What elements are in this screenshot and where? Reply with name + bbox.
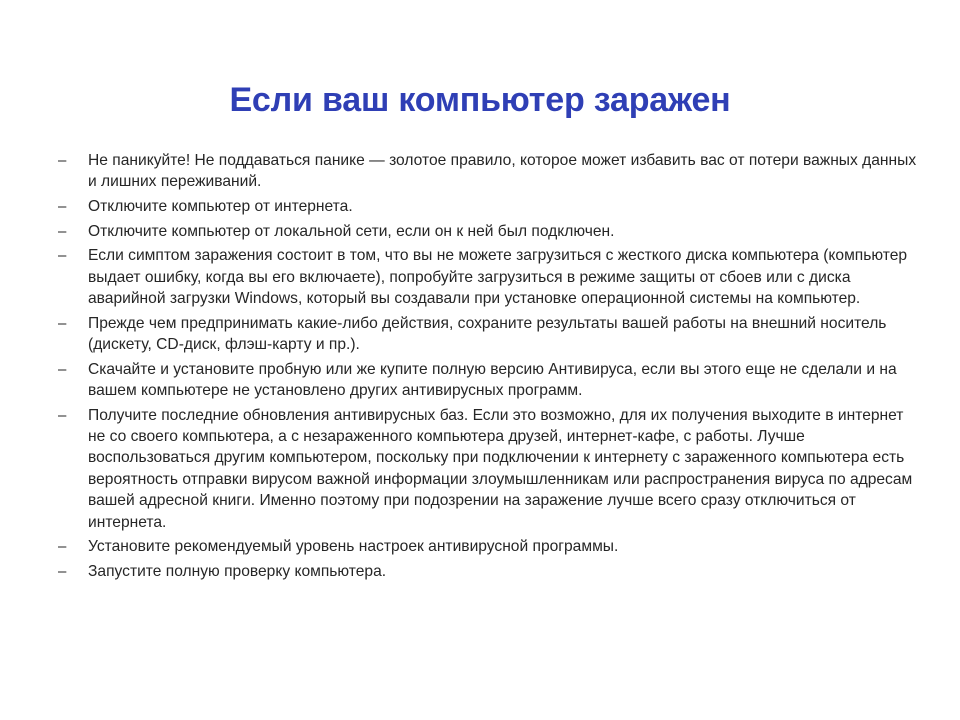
dash-bullet-icon: – [58, 198, 67, 215]
list-item-text: Запустите полную проверку компьютера. [88, 562, 387, 580]
list-item [58, 561, 918, 582]
dash-bullet-icon: – [58, 360, 67, 378]
dash-bullet-icon: – [58, 538, 67, 556]
list-item [58, 313, 918, 356]
list-item [58, 245, 918, 309]
dash-bullet-icon: – [58, 314, 67, 332]
list-item-text: Получите последние обновления антивирусных баз. Если это возможно, для их получения выходите в интернет не со своего компьютера, а с незараженного компьютера друзей, интернет-кафе, с работы. Лучше воспользоваться другим компьютером, поскольку при подключении к интернету с зараженного компьютера есть вероятность отправки вирусом важной информации злоумышленникам или распространения вируса по адресам вашей адресной книги. Именно поэтому при подозрении на заражение лучше всего сразу отключиться от интернета. [88, 406, 913, 531]
list-item [58, 405, 918, 533]
list-item [58, 359, 918, 402]
list-item-text: Отключите компьютер от интернета. [88, 198, 353, 215]
list-item-text: Не паникуйте! Не поддаваться панике — золотое правило, которое может избавить вас от потери важных данных и лишних переживаний. [88, 152, 917, 191]
list-item [58, 221, 918, 242]
slide-title: Если ваш компьютер заражен [229, 81, 731, 119]
dash-bullet-icon: – [58, 406, 67, 424]
list-item [58, 196, 918, 217]
list-item [58, 536, 918, 557]
list-item-text: Отключите компьютер от локальной сети, если он к ней был подключен. [88, 222, 615, 240]
list-item-text: Если симптом заражения состоит в том, что вы не можете загрузиться с жесткого диска компьютера (компьютер выдает ошибку, когда вы его включаете), попробуйте загрузиться в режиме защиты от сбоев или с диска аварийной загрузки Windows, который вы создавали при установке операционной системы на компьютер. [88, 247, 908, 307]
dash-bullet-icon: – [58, 152, 67, 169]
dash-bullet-icon: – [58, 247, 67, 265]
list-item-text: Скачайте и установите пробную или же купите полную версию Антивируса, если вы этого еще не сделали и на вашем компьютере не установлено других антивирусных программ. [88, 360, 897, 399]
dash-bullet-icon: – [58, 562, 67, 580]
list-item [58, 150, 918, 193]
list-item-text: Прежде чем предпринимать какие-либо действия, сохраните результаты вашей работы на внешний носитель (дискету, CD-диск, флэш-карту и пр.). [88, 314, 887, 353]
bullet-list [58, 150, 918, 585]
list-item-text: Установите рекомендуемый уровень настроек антивирусной программы. [88, 538, 619, 556]
dash-bullet-icon: – [58, 222, 67, 240]
